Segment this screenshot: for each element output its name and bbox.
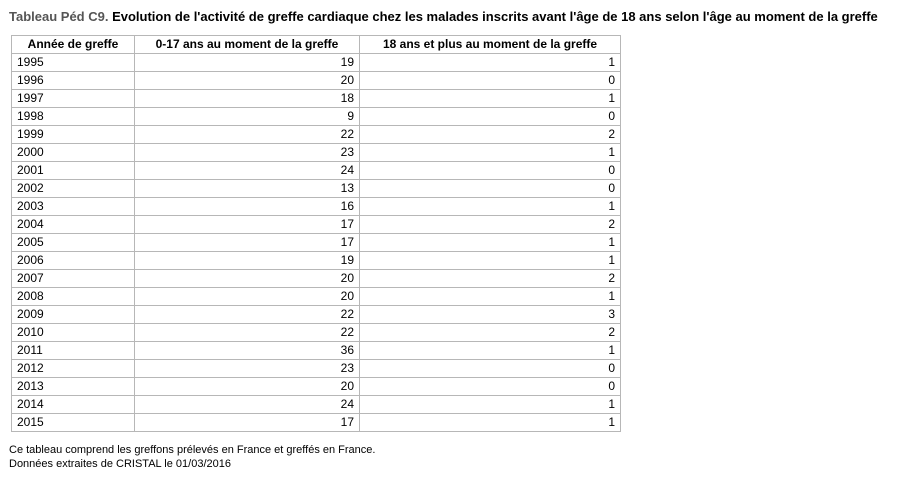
cell-age-18-plus: 0 bbox=[360, 108, 621, 126]
cell-year: 2002 bbox=[12, 180, 135, 198]
cell-age-0-17: 20 bbox=[135, 72, 360, 90]
cell-age-18-plus: 1 bbox=[360, 144, 621, 162]
cell-year: 2008 bbox=[12, 288, 135, 306]
cell-age-0-17: 20 bbox=[135, 378, 360, 396]
table-row bbox=[12, 234, 621, 252]
cell-age-0-17: 36 bbox=[135, 342, 360, 360]
footnote-scope: Ce tableau comprend les greffons prélevés en France et greffés en France. bbox=[9, 444, 376, 456]
cell-age-0-17: 22 bbox=[135, 126, 360, 144]
cell-age-0-17: 17 bbox=[135, 234, 360, 252]
table-title-label: Tableau Péd C9. bbox=[9, 9, 109, 24]
table-row bbox=[12, 72, 621, 90]
cell-age-0-17: 22 bbox=[135, 306, 360, 324]
cell-age-0-17: 16 bbox=[135, 198, 360, 216]
cell-age-0-17: 9 bbox=[135, 108, 360, 126]
table-body bbox=[12, 54, 621, 432]
table-row bbox=[12, 90, 621, 108]
cell-age-0-17: 20 bbox=[135, 270, 360, 288]
table-row bbox=[12, 180, 621, 198]
cell-year: 2000 bbox=[12, 144, 135, 162]
cell-age-0-17: 13 bbox=[135, 180, 360, 198]
cell-year: 2012 bbox=[12, 360, 135, 378]
table-row bbox=[12, 198, 621, 216]
cell-age-0-17: 17 bbox=[135, 216, 360, 234]
cell-year: 2003 bbox=[12, 198, 135, 216]
cell-age-0-17: 19 bbox=[135, 252, 360, 270]
cell-age-18-plus: 0 bbox=[360, 378, 621, 396]
cell-year: 1995 bbox=[12, 54, 135, 72]
cell-age-0-17: 24 bbox=[135, 396, 360, 414]
cell-year: 2001 bbox=[12, 162, 135, 180]
table-row bbox=[12, 378, 621, 396]
cell-age-18-plus: 1 bbox=[360, 234, 621, 252]
header-age-18-plus: 18 ans et plus au moment de la greffe bbox=[360, 36, 621, 54]
cell-age-0-17: 24 bbox=[135, 162, 360, 180]
footnote-source: Données extraites de CRISTAL le 01/03/2016 bbox=[9, 458, 231, 470]
cell-age-0-17: 20 bbox=[135, 288, 360, 306]
cell-age-0-17: 18 bbox=[135, 90, 360, 108]
table-header-row bbox=[12, 36, 621, 54]
cell-year: 1997 bbox=[12, 90, 135, 108]
table-row bbox=[12, 216, 621, 234]
cell-age-18-plus: 2 bbox=[360, 126, 621, 144]
cell-age-18-plus: 1 bbox=[360, 90, 621, 108]
cell-year: 2013 bbox=[12, 378, 135, 396]
cell-year: 1996 bbox=[12, 72, 135, 90]
cell-year: 2010 bbox=[12, 324, 135, 342]
cell-age-18-plus: 0 bbox=[360, 360, 621, 378]
cell-year: 2011 bbox=[12, 342, 135, 360]
cell-year: 2005 bbox=[12, 234, 135, 252]
cell-age-0-17: 17 bbox=[135, 414, 360, 432]
cell-year: 2004 bbox=[12, 216, 135, 234]
transplant-table bbox=[11, 35, 621, 432]
table-row bbox=[12, 126, 621, 144]
cell-age-18-plus: 2 bbox=[360, 216, 621, 234]
table-row bbox=[12, 270, 621, 288]
cell-age-0-17: 23 bbox=[135, 144, 360, 162]
table-row bbox=[12, 162, 621, 180]
cell-age-18-plus: 1 bbox=[360, 288, 621, 306]
cell-year: 2006 bbox=[12, 252, 135, 270]
table-row bbox=[12, 54, 621, 72]
cell-age-18-plus: 0 bbox=[360, 72, 621, 90]
header-year: Année de greffe bbox=[12, 36, 135, 54]
table-row bbox=[12, 108, 621, 126]
table-row bbox=[12, 252, 621, 270]
cell-year: 2009 bbox=[12, 306, 135, 324]
cell-age-18-plus: 2 bbox=[360, 324, 621, 342]
cell-year: 1998 bbox=[12, 108, 135, 126]
table-row bbox=[12, 396, 621, 414]
cell-age-18-plus: 1 bbox=[360, 396, 621, 414]
cell-age-18-plus: 0 bbox=[360, 162, 621, 180]
table-row bbox=[12, 144, 621, 162]
footnotes bbox=[9, 443, 375, 471]
cell-age-0-17: 19 bbox=[135, 54, 360, 72]
header-age-0-17: 0-17 ans au moment de la greffe bbox=[135, 36, 360, 54]
table-row bbox=[12, 342, 621, 360]
table-title bbox=[9, 9, 878, 25]
cell-year: 2015 bbox=[12, 414, 135, 432]
table-title-text: Evolution de l'activité de greffe cardiaque chez les malades inscrits avant l'âge de 18 ans selon l'âge au moment de la greffe bbox=[108, 9, 878, 24]
cell-age-18-plus: 1 bbox=[360, 252, 621, 270]
cell-age-18-plus: 3 bbox=[360, 306, 621, 324]
table-row bbox=[12, 288, 621, 306]
table-row bbox=[12, 306, 621, 324]
cell-age-18-plus: 1 bbox=[360, 342, 621, 360]
cell-age-0-17: 23 bbox=[135, 360, 360, 378]
cell-year: 2007 bbox=[12, 270, 135, 288]
cell-age-18-plus: 1 bbox=[360, 54, 621, 72]
cell-age-18-plus: 1 bbox=[360, 414, 621, 432]
table-row bbox=[12, 414, 621, 432]
table-row bbox=[12, 360, 621, 378]
cell-year: 2014 bbox=[12, 396, 135, 414]
cell-year: 1999 bbox=[12, 126, 135, 144]
cell-age-18-plus: 0 bbox=[360, 180, 621, 198]
cell-age-18-plus: 1 bbox=[360, 198, 621, 216]
table-row bbox=[12, 324, 621, 342]
cell-age-18-plus: 2 bbox=[360, 270, 621, 288]
cell-age-0-17: 22 bbox=[135, 324, 360, 342]
